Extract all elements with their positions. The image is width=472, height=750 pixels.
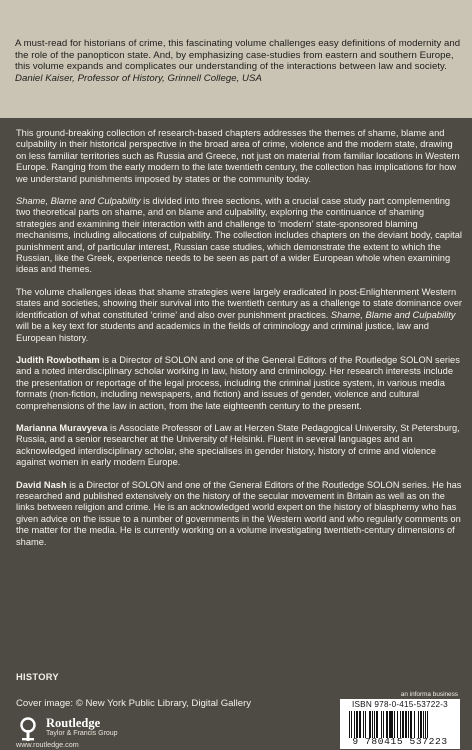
barcode-digits: 9 780415 537223	[352, 736, 448, 747]
author-bio-text: is a Director of SOLON and one of the General Editors of the Routledge SOLON series. He has researched and published extensively on the history of the secular movement in Britain as well as on the links between religion and crime. He is an acknowledged world expert on the history of blasphemy who has given advice on the issue to a number of governments in the Western world and who regularly comments on the matter for the media. He is currently working on a volume investigating twentieth-century dimensions of shame.	[16, 479, 462, 547]
barcode-bar	[427, 711, 428, 738]
author-bio-rowbotham	[16, 355, 462, 412]
publisher-name: Routledge	[46, 716, 101, 730]
endorsement-text: A must-read for historians of crime, this fascinating volume challenges easy definitions of modernity and the role of the panopticon state. And, by emphasizing case-studies from eastern and southern Europe, this volume expands and complicates our understanding of the interactions between law and society.	[15, 38, 461, 73]
barcode-bars	[349, 711, 453, 738]
isbn-barcode	[340, 699, 460, 749]
description-paragraph-3-text: will be a key text for students and academics in the fields of criminology and criminal justice, law and European history.	[16, 321, 429, 343]
book-title: Shame, Blame and Culpability	[16, 196, 141, 207]
author-bio-nash	[16, 480, 462, 548]
endorsement-quote	[15, 38, 465, 84]
author-name: David Nash	[16, 479, 67, 490]
cover-image-credit: Cover image: © New York Public Library, Digital Gallery	[16, 698, 252, 709]
isbn-number: ISBN 978-0-415-53722-3	[352, 700, 448, 709]
author-bio-text: is Associate Professor of Law at Herzen State Pedagogical University, St Petersburg, Russia, and a senior researcher at the University of Helsinki. Fluent in several languages and an acknowledged interdisciplinary scholar, she specialises in gender history, history of crime and violence against women in early modern Europe.	[16, 422, 460, 468]
description-paragraph-1: This ground-breaking collection of research-based chapters addresses the themes of shame, blame and culpability in their historical perspective in the broad area of crime, violence and the modern state, drawing on less familiar territories such as Russia and Greece, not just on material from familiar locations in Western Europe. Ranging from the early modern to the late twentieth century, the collection has implications for how we understand punishments imposed by states or the community today.	[16, 128, 460, 184]
subject-category: HISTORY	[16, 672, 59, 682]
author-bio-text: is a Director of SOLON and one of the General Editors of the Routledge SOLON series and a noted interdisciplinary scholar working in law, history and criminology. Her research interests include the presentation or reportage of the legal process, including the criminal justice system, in various media formats (non-fiction, including newspapers, and fiction) and issues of gender, violence and cultural comprehensions of the law in action, from the late eighteenth century to the present.	[16, 354, 460, 411]
description-paragraph-2	[16, 196, 462, 276]
description-paragraph-3	[16, 287, 462, 344]
publisher-group: Taylor & Francis Group	[46, 730, 118, 737]
back-cover-body	[16, 128, 462, 559]
publisher-url: www.routledge.com	[16, 740, 79, 749]
routledge-logo-icon	[16, 716, 40, 742]
endorsement-box	[0, 0, 472, 118]
author-name: Marianna Muravyeva	[16, 422, 108, 433]
description-paragraph-3-start: The volume challenges ideas that shame strategies were largely eradicated in post-Enlightenment Western states and societies, showing their survival into the twentieth century as a challenge to state dominance over identification of what constituted ‘crime’ and also over punishment practices.	[16, 286, 462, 320]
description-paragraph-2-text: is divided into three sections, with a crucial case study part complementing two theoretical parts on shame, and on blame and culpability, exploring the continuance of shaming strategies and examining their interaction with and challenge to ‘modern’ state-sponsored blaming mechanisms, including allocations of culpability. The collection includes chapters on the deviant body, capital punishment and, of particular interest, Russian case studies, which demonstrate the extent to which the Russian, like the Greek, experience needs to be seen as part of a wider European whole when examining ideas and themes.	[16, 196, 462, 275]
informa-tagline: an informa business	[400, 691, 458, 698]
author-name: Judith Rowbotham	[16, 354, 100, 365]
endorsement-attribution: Daniel Kaiser, Professor of History, Grinnell College, USA	[15, 72, 262, 84]
book-title: Shame, Blame and Culpability	[330, 309, 456, 320]
author-bio-muravyeva	[16, 423, 462, 469]
